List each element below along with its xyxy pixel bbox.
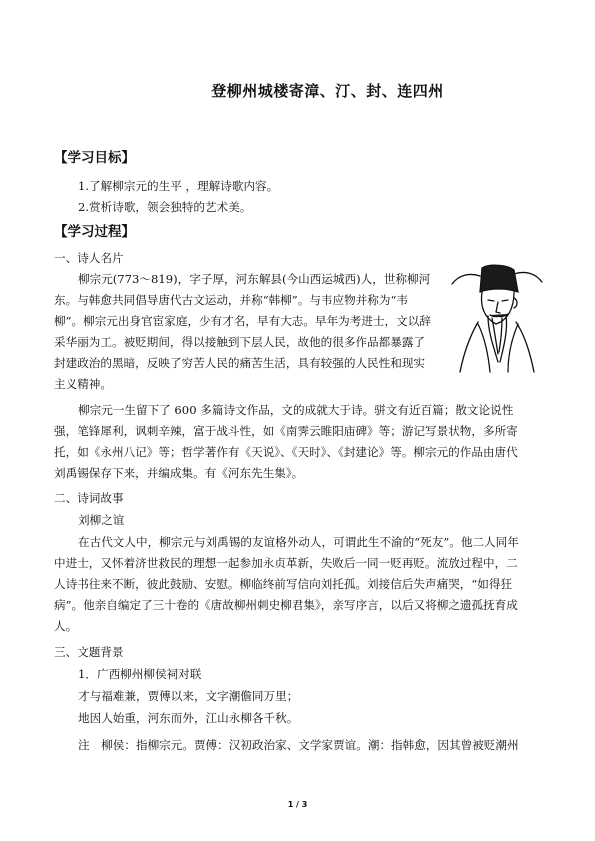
bio-line: 封建政治的黑暗，反映了穷苦人民的痛苦生活，具有较强的人民性和现实 — [54, 356, 426, 370]
part2-heading: 二、诗词故事 — [54, 491, 124, 505]
page-number: 1 / 3 — [287, 800, 308, 809]
bio-line: 柳宗元(773～819)，字子厚，河东解县(今山西运城西)人，世称柳河 — [78, 272, 431, 286]
bio-line: 主义精神。 — [54, 377, 112, 391]
story-subheading: 刘柳之谊 — [78, 513, 125, 527]
goals-heading: 【学习目标】 — [54, 150, 135, 166]
poet-portrait-illustration — [448, 262, 544, 374]
part1-heading: 一、诗人名片 — [54, 251, 124, 265]
bio-line: 采华丽为工。被贬期间，得以接触到下层人民，故他的很多作品都暴露了 — [54, 335, 426, 349]
couplet-line: 才与福难兼，贾傅以来，文字潮儋同万里； — [78, 689, 299, 703]
bio-line: 柳”。柳宗元出身官宦家庭，少有才名，早有大志。早年为考进士，文以辞 — [54, 314, 431, 328]
story-line: 在古代文人中，柳宗元与刘禹锡的友谊格外动人，可谓此生不渝的“死友”。他二人同年 — [78, 535, 519, 549]
works-line: 托，如《永州八记》等；哲学著作有《天说》、《天时》、《封建论》等。柳宗元的作品由唐代 — [54, 445, 518, 459]
works-line: 强，笔锋犀利，讽刺辛辣，富于战斗性，如《南霁云睢阳庙碑》等；游记写景状物，多所寄 — [54, 424, 518, 438]
couplet-subheading: 1．广西柳州柳侯祠对联 — [78, 667, 202, 681]
part3-heading: 三、文题背景 — [54, 645, 124, 659]
bio-line: 东。与韩愈共同倡导唐代古文运动，并称“韩柳”。与韦应物并称为“韦 — [54, 293, 409, 307]
goal-item: 1.了解柳宗元的生平 ，理解诗歌内容。 — [78, 179, 279, 193]
couplet-line: 地因人始重，河东而外，江山永柳各千秋。 — [78, 711, 299, 725]
story-line: 病”。他亲自编定了三十卷的《唐故柳州刺史柳君集》，亲写序言，以后又将柳之遗孤抚育成 — [54, 598, 518, 612]
works-line: 柳宗元一生留下了 600 多篇诗文作品，文的成就大于诗。骈文有近百篇；散文论说性 — [78, 403, 514, 417]
document-title: 登柳州城楼寄漳、汀、封、连四州 — [211, 82, 444, 100]
story-line: 人。 — [54, 619, 78, 633]
note-line: 注 柳侯：指柳宗元。贾傅：汉初政治家、文学家贾谊。潮：指韩愈，因其曾被贬潮州 — [78, 738, 519, 752]
process-heading: 【学习过程】 — [54, 224, 135, 240]
story-line: 中进士，又怀着济世救民的理想一起参加永贞革新，失败后一同一贬再贬。流放过程中，二 — [54, 556, 518, 570]
goal-item: 2.赏析诗歌，领会独特的艺术美。 — [78, 200, 252, 214]
works-line: 刘禹锡保存下来，并编成集。有《河东先生集》。 — [54, 466, 304, 480]
story-line: 人诗书往来不断，彼此鼓励、安慰。柳临终前写信向刘托孤。刘接信后失声痛哭，“如得狂 — [54, 577, 513, 591]
